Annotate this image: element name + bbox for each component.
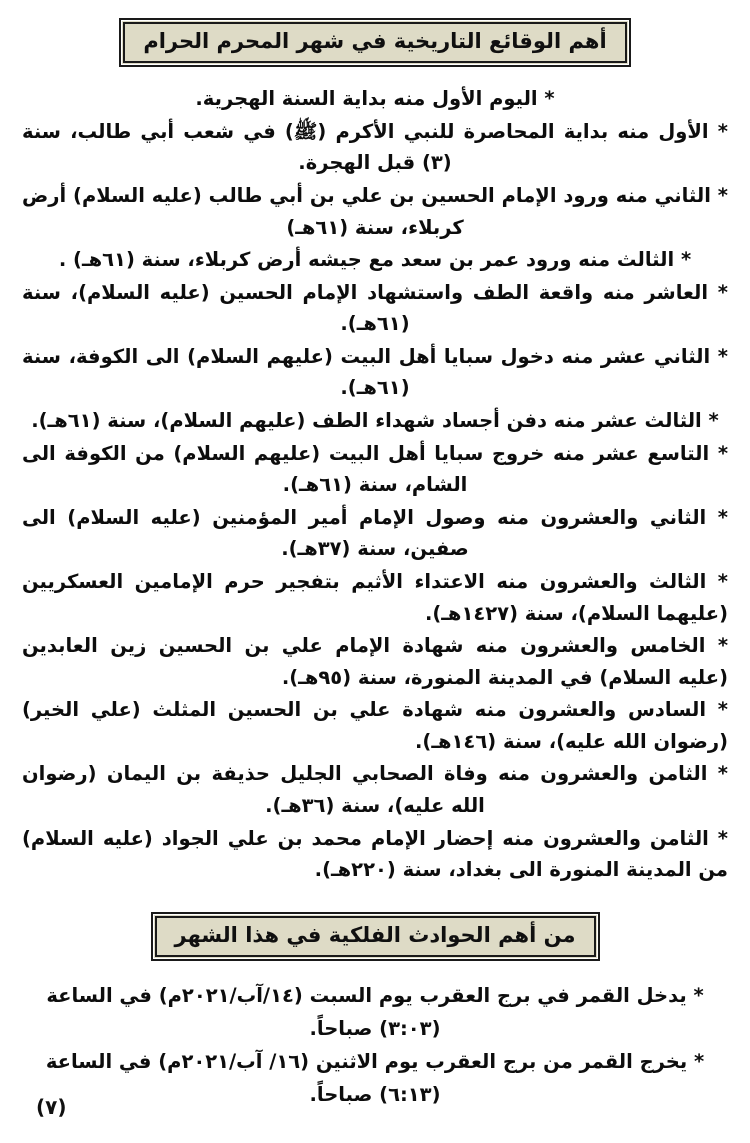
list-item — [22, 277, 728, 340]
document-page — [0, 18, 750, 1143]
list-item — [22, 823, 728, 886]
page-number: (٧) — [36, 1095, 67, 1119]
event-text: الثامن والعشرون منه وفاة الصحابي الجليل حذيفة بن اليمان (رضوان الله عليه)، سنة (٣٦هـ). — [22, 762, 708, 817]
banner-outer-frame — [119, 18, 630, 67]
list-item — [22, 180, 728, 243]
list-item — [22, 244, 728, 276]
event-text: الثالث والعشرون منه الاعتداء الأثيم بتفجير حرم الإمامين العسكريين (عليهما السلام)، سنة (١٤٢٧هـ). — [22, 569, 728, 625]
event-text: الثاني والعشرون منه وصول الإمام أمير المؤمنين (عليه السلام) الى صفين، سنة (٣٧هـ). — [22, 505, 707, 561]
event-text: الأول منه بداية المحاصرة للنبي الأكرم (ﷺ) في شعب أبي طالب، سنة (٣) قبل الهجرة. — [22, 119, 709, 175]
bullet-marker: * — [693, 983, 704, 1007]
list-item — [22, 502, 728, 565]
list-item — [22, 83, 728, 115]
list-item — [22, 341, 728, 404]
event-text: يخرج القمر من برج العقرب يوم الاثنين (١٦/ آب/٢٠٢١م) في الساعة (٦:١٣) صباحاً. — [45, 1050, 688, 1107]
bullet-marker: * — [693, 1050, 705, 1074]
event-text: يدخل القمر في برج العقرب يوم السبت (١٤/آب/٢٠٢١م) في الساعة (٣:٠٣) صباحاً. — [46, 983, 687, 1041]
bullet-marker: * — [717, 698, 728, 722]
event-text: الثاني منه ورود الإمام الحسين بن علي بن أبي طالب (عليه السلام) أرض كربلاء، سنة (٦١هـ) — [22, 183, 711, 239]
astronomical-events-list — [22, 979, 728, 1112]
bullet-marker: * — [544, 87, 555, 111]
list-item — [22, 116, 728, 179]
bullet-marker: * — [717, 344, 728, 368]
list-item — [22, 405, 728, 437]
list-item — [22, 758, 728, 821]
bullet-marker: * — [717, 505, 728, 529]
banner-inner-frame — [123, 22, 626, 63]
bullet-marker: * — [717, 569, 728, 593]
bullet-marker: * — [717, 762, 728, 786]
event-text: الخامس والعشرون منه شهادة الإمام علي بن الحسين زين العابدين (عليه السلام) في المدينة المنورة، سنة (٩٥هـ). — [22, 634, 728, 689]
event-text: التاسع عشر منه خروج سبايا أهل البيت (عليهم السلام) من الكوفة الى الشام، سنة (٦١هـ). — [22, 441, 710, 497]
event-text: السادس والعشرون منه شهادة علي بن الحسين المثلث (علي الخير) (رضوان الله عليه)، سنة (١٤٦هـ). — [22, 698, 728, 753]
bullet-marker: * — [717, 183, 728, 207]
list-item — [22, 979, 728, 1045]
list-item — [22, 438, 728, 501]
event-text: اليوم الأول منه بداية السنة الهجرية. — [195, 87, 538, 111]
bullet-marker: * — [717, 826, 728, 850]
bullet-marker: * — [708, 409, 719, 433]
banner-inner-frame — [155, 916, 596, 957]
event-text: الثالث منه ورود عمر بن سعد مع جيشه أرض كربلاء، سنة (٦١هـ) . — [58, 248, 675, 272]
event-text: الثامن والعشرون منه إحضار الإمام محمد بن علي الجواد (عليه السلام) من المدينة المنورة الى بغداد، سنة (٢٢٠هـ). — [22, 826, 728, 882]
bullet-marker: * — [680, 248, 692, 272]
historical-banner-title: أهم الوقائع التاريخية في شهر المحرم الحرام — [143, 29, 607, 53]
historical-events-list — [22, 83, 728, 885]
event-text: الثاني عشر منه دخول سبايا أهل البيت (عليهم السلام) الى الكوفة، سنة (٦١هـ). — [22, 344, 711, 400]
bullet-marker: * — [717, 634, 729, 658]
list-item — [22, 1045, 728, 1111]
bullet-marker: * — [717, 441, 729, 465]
banner-outer-frame — [151, 912, 600, 961]
event-text: العاشر منه واقعة الطف واستشهاد الإمام الحسين (عليه السلام)، سنة (٦١هـ). — [22, 280, 709, 336]
historical-section-banner — [0, 18, 750, 67]
astronomical-banner-title: من أهم الحوادث الفلكية في هذا الشهر — [174, 922, 576, 947]
bullet-marker: * — [717, 119, 728, 143]
list-item — [22, 694, 728, 757]
event-text: الثالث عشر منه دفن أجساد شهداء الطف (عليهم السلام)، سنة (٦١هـ). — [31, 409, 702, 433]
list-item — [22, 566, 728, 629]
bullet-marker: * — [717, 280, 728, 304]
astronomical-section-banner — [0, 912, 750, 961]
list-item — [22, 630, 728, 693]
